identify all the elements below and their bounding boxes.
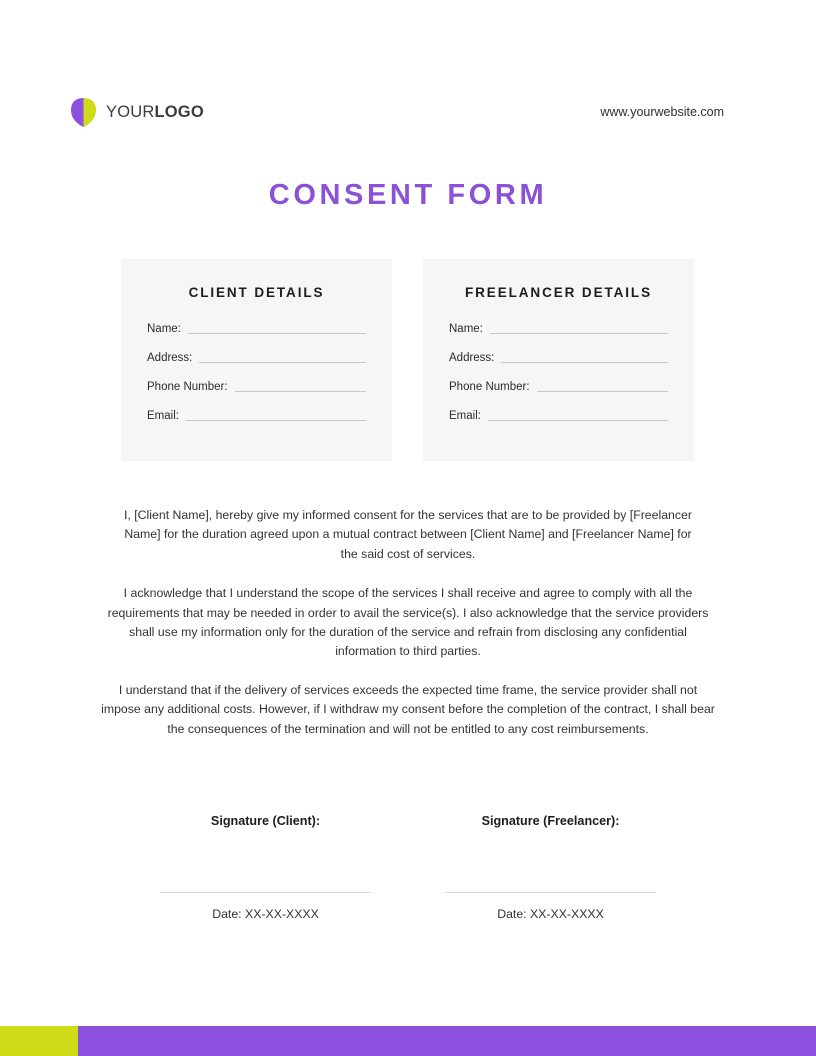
client-phone-label: Phone Number: [147, 381, 228, 394]
leaf-logo-icon [70, 97, 97, 127]
details-panels [121, 259, 694, 461]
brand-wordmark [106, 103, 204, 122]
freelancer-signature-block [445, 814, 656, 921]
freelancer-name-label: Name: [449, 323, 483, 335]
client-details-panel [121, 259, 392, 461]
freelancer-phone-label: Phone Number: [449, 381, 530, 394]
freelancer-signature-date: Date: XX-XX-XXXX [497, 907, 604, 921]
freelancer-address-field[interactable] [449, 352, 668, 365]
client-address-field[interactable] [147, 352, 366, 365]
client-address-input-line[interactable] [199, 362, 366, 363]
footer-main-bar [78, 1026, 816, 1056]
client-email-input-line[interactable] [186, 420, 366, 421]
freelancer-email-input-line[interactable] [488, 420, 668, 421]
client-details-heading: CLIENT DETAILS [188, 285, 325, 300]
client-name-label: Name: [147, 323, 181, 335]
consent-paragraph-3: I understand that if the delivery of services exceeds the expected time frame, the service provider shall not impose any additional costs. However, if I withdraw my consent before the completion of the contract, I shall bear the consequences of the termination and will not be entitled to any cost reimbursements. [101, 682, 715, 736]
client-phone-field[interactable] [147, 381, 366, 394]
client-email-label: Email: [147, 410, 179, 423]
freelancer-address-input-line[interactable] [501, 362, 668, 363]
brand-wordmark-bold: LOGO [154, 102, 204, 121]
client-signature-block [160, 814, 371, 921]
signature-section [160, 814, 656, 921]
freelancer-name-input-line[interactable] [490, 333, 668, 334]
website-url: www.yourwebsite.com [600, 105, 724, 119]
brand-wordmark-regular: YOUR [106, 102, 155, 121]
client-email-field[interactable] [147, 410, 366, 423]
client-name-field[interactable] [147, 323, 366, 336]
client-signature-label: Signature (Client): [210, 814, 321, 828]
client-address-label: Address: [147, 352, 193, 365]
freelancer-signature-line[interactable] [445, 892, 656, 893]
footer-accent-bar [0, 1026, 78, 1056]
freelancer-name-field[interactable] [449, 323, 668, 336]
consent-paragraph-1: I, [Client Name], hereby give my informed consent for the services that are to be provided by [Freelancer Name] for the duration agreed upon a mutual contract between [Client Name] and [Freelancer Name] for the said cost of services. [124, 508, 692, 561]
freelancer-details-panel [423, 259, 694, 461]
consent-paragraph-2: I acknowledge that I understand the scope of the services I shall receive and agree to comply with all the requirements that may be needed in order to avail the service(s). I also acknowledge that the service providers shall use my information only for the duration of the service and refrain from disclosing any confidential information to third parties. [107, 586, 709, 659]
client-signature-line[interactable] [160, 892, 371, 893]
consent-body [98, 506, 718, 739]
document-header [70, 95, 724, 129]
page-title: CONSENT FORM [268, 179, 548, 211]
freelancer-details-heading: FREELANCER DETAILS [465, 285, 652, 300]
freelancer-signature-label: Signature (Freelancer): [481, 814, 620, 828]
freelancer-phone-field[interactable] [449, 381, 668, 394]
freelancer-phone-input-line[interactable] [537, 391, 668, 392]
client-phone-input-line[interactable] [235, 391, 366, 392]
freelancer-email-label: Email: [449, 410, 481, 423]
freelancer-address-label: Address: [449, 352, 495, 365]
client-name-input-line[interactable] [188, 333, 366, 334]
freelancer-email-field[interactable] [449, 410, 668, 423]
client-signature-date: Date: XX-XX-XXXX [212, 907, 319, 921]
page-footer [0, 1026, 816, 1056]
brand-logo [70, 97, 204, 127]
